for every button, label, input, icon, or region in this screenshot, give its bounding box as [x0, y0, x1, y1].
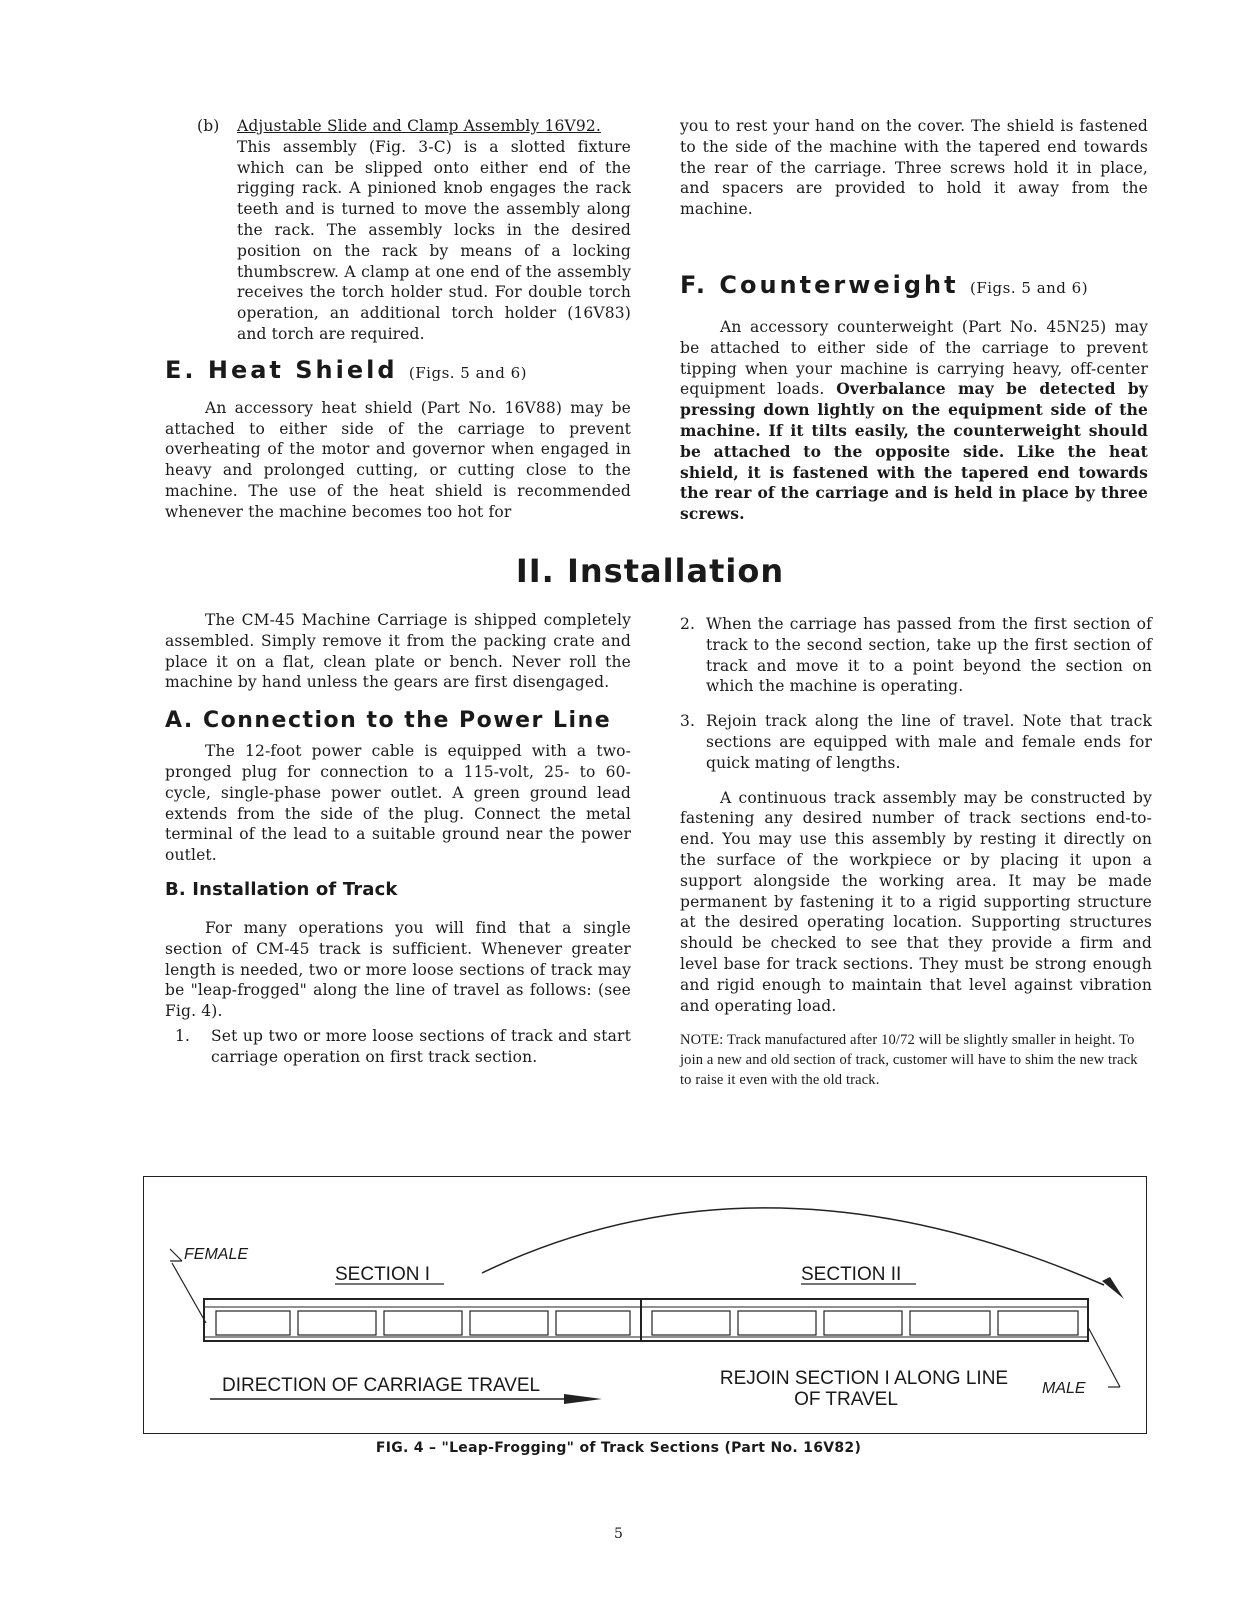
heat-shield-body: An accessory heat shield (Part No. 16V88) may be attached to either side of the carriage to prevent overheating of the motor and governor when engaged in heavy and prolonged cutting, or cutting close to the machine. The use of the heat shield is recommended whenever the machine becomes too hot for: [165, 398, 631, 521]
step-text: Set up two or more loose sections of track and start carriage operation on first track section.: [211, 1026, 631, 1066]
right-top-column: [680, 116, 1148, 525]
track-step-1: [165, 1026, 631, 1068]
heat-shield-title: E. Heat Shield: [165, 355, 398, 384]
left-top-column: [165, 116, 631, 523]
step-text: When the carriage has passed from the first section of track to the second section, take up the first section of track and move it to a point beyond the section on which the machine is operating.: [706, 615, 1152, 696]
step-number: 2.: [680, 615, 696, 633]
figure-4: [143, 1176, 1147, 1434]
rejoin-label-line-1: REJOIN SECTION I ALONG LINE: [719, 1368, 1009, 1389]
heat-shield-continuation: you to rest your hand on the cover. The shield is fastened to the side of the machine with the tapered end towards the rear of the carriage. Three screws hold it in place, and spacers are provided to hold it away from the machine.: [680, 117, 1148, 219]
leap-arc: [482, 1208, 1104, 1285]
track-step-3: [680, 711, 1152, 773]
track-windows-section-1: [216, 1311, 630, 1335]
heat-shield-heading: [165, 355, 631, 388]
left-bottom-column: [165, 610, 631, 1068]
step-number: 3.: [680, 712, 696, 731]
continuous-track-body: A continuous track assembly may be constructed by fastening any desired number of track sections end-to-end. You may use this assembly by resting it directly on the surface of the workpiece or by placing it upon a support alongside the working area. It may be made permanent by fastening it to a rigid supporting structure at the desired operating location. Supporting structures should be checked to see that they provide a firm and level base for track sections. They must be strong enough and rigid enough to maintain that level against vibration and operating load.: [680, 788, 1152, 1015]
item-b-marker: (b): [197, 117, 220, 135]
step-number: 1.: [175, 1026, 191, 1045]
item-b-heading: Adjustable Slide and Clamp Assembly 16V92.: [237, 117, 601, 135]
installation-title: II. Installation: [515, 552, 785, 590]
section-1-label: SECTION I: [335, 1264, 431, 1285]
track-heading: B. Installation of Track: [165, 878, 398, 900]
leap-arc-arrowhead: [1102, 1277, 1124, 1299]
counterweight-heading: [680, 270, 1148, 303]
installation-intro: The CM-45 Machine Carriage is shipped completely assembled. Simply remove it from the packing crate and place it on a flat, clean plate or bench. Never roll the machine by hand unless the gears are first disengaged.: [165, 611, 631, 692]
counterweight-body-plain: An accessory counterweight (Part No. 45N25) may be attached to either side of the carriage to prevent tipping when your machine is carrying heavy, off-center equipment loads.: [680, 317, 1148, 399]
track-body: For many operations you will find that a single section of CM-45 track is sufficient. Whenever greater length is needed, two or more loose sections of track may be "leap-frogged" along the line of travel as follows: (see Fig. 4).: [165, 918, 631, 1021]
rejoin-label-line-2: OF TRAVEL: [794, 1389, 898, 1410]
figure-caption: FIG. 4 – "Leap-Frogging" of Track Sections (Part No. 16V82): [375, 1440, 862, 1456]
track-diagram: [144, 1177, 1145, 1432]
track-note: NOTE: Track manufactured after 10/72 will be slightly smaller in height. To join a new and old section of track, customer will have to shim the new track to raise it even with the old track.: [680, 1032, 1138, 1089]
male-leader: [1088, 1327, 1120, 1387]
female-leader: [172, 1263, 206, 1323]
step-text: Rejoin track along the line of travel. Note that track sections are equipped with male and female ends for quick mating of lengths.: [706, 712, 1152, 772]
track-windows-section-2: [652, 1311, 1078, 1335]
track-step-2: [680, 614, 1152, 697]
power-line-heading: A. Connection to the Power Line: [165, 708, 612, 734]
page-number: 5: [614, 1526, 623, 1542]
direction-arrowhead: [564, 1394, 602, 1404]
male-label: MALE: [1042, 1380, 1086, 1397]
item-b-body: This assembly (Fig. 3-C) is a slotted fixture which can be slipped onto either end of the rigging rack. A pinioned knob engages the rack teeth and is turned to move the assembly along the rack. The assembly locks in the desired position on the rack by means of a locking thumbscrew. A clamp at one end of the assembly receives the torch holder stud. For double torch operation, an additional torch holder (16V83) and torch are required.: [237, 137, 631, 343]
counterweight-body: [680, 317, 1148, 525]
direction-label: DIRECTION OF CARRIAGE TRAVEL: [222, 1375, 541, 1396]
counterweight-title: F. Counterweight: [680, 270, 959, 299]
counterweight-figs: (Figs. 5 and 6): [969, 278, 1089, 297]
item-b: [165, 116, 631, 345]
counterweight-body-bold: Overbalance may be detected by pressing down lightly on the equipment side of the machine. If it tilts easily, the counterweight should be attached to the opposite side. Like the heat shield, it is fastened with the tapered end towards the rear of the carriage and is held in place by three screws.: [680, 379, 1149, 524]
heat-shield-figs: (Figs. 5 and 6): [408, 363, 527, 382]
right-bottom-column: [680, 614, 1152, 1090]
power-line-body: The 12-foot power cable is equipped with a two-pronged plug for connection to a 115-volt, 25- to 60-cycle, single-phase power outlet. A green ground lead extends from the side of the plug. Connect the metal terminal of the lead to a suitable ground near the power outlet.: [165, 742, 631, 865]
female-label: FEMALE: [184, 1246, 249, 1263]
section-2-label: SECTION II: [801, 1264, 902, 1285]
